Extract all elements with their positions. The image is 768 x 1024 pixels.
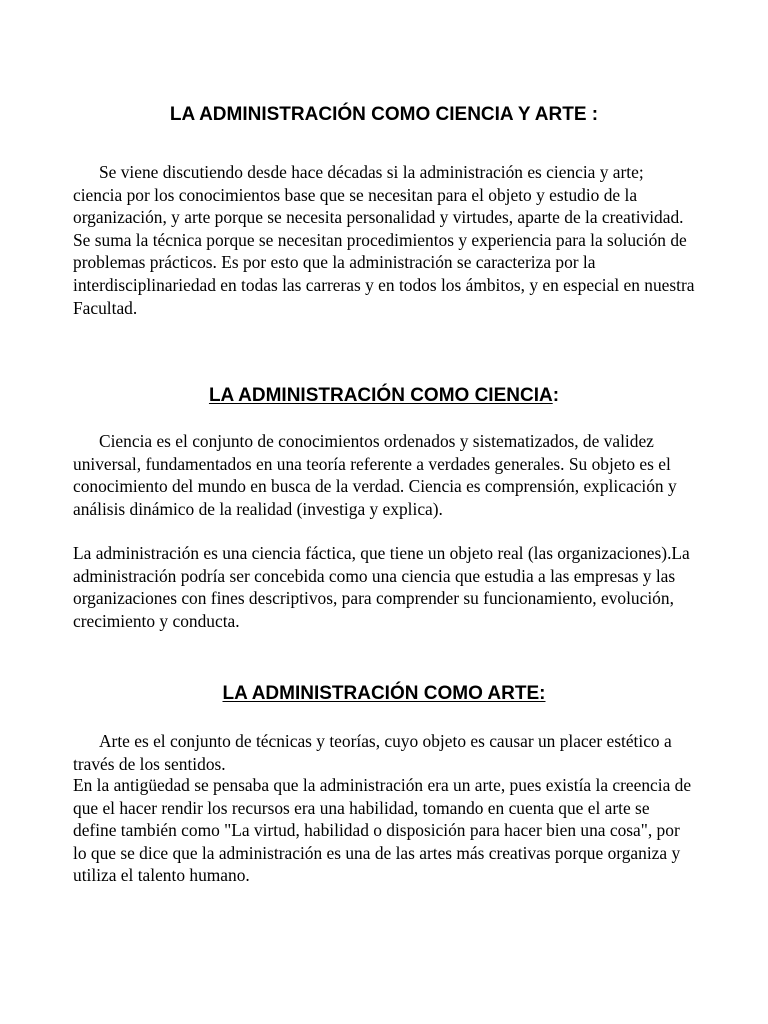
paragraph-ciencia-definition: Ciencia es el conjunto de conocimientos ordenados y sistematizados, de validez universal, fundamentados en una teoría referente a verdades generales. Su objeto es el conocimiento del mundo en busca de la verdad. Ciencia es comprensión, explicación y análisis dinámico de la realidad (investiga y explica). [73, 431, 677, 519]
section-heading-arte-text: LA ADMINISTRACIÓN COMO ARTE: [222, 683, 546, 704]
paragraph-arte-antiguedad: En la antigüedad se pensaba que la administración era un arte, pues existía la creencia de que el hacer rendir los recursos era una habilidad, tomando en cuenta que el arte se define también como "La virtud, habilidad o disposición para hacer bien una cosa", por lo que se dice que la administración es una de las artes más creativas porque organiza y utiliza el talento humano. [73, 775, 692, 886]
section-heading-ciencia-colon: : [552, 385, 560, 406]
paragraph-ciencia-y-arte: Se viene discutiendo desde hace décadas si la administración es ciencia y arte; ciencia por los conocimientos base que se necesitan para el objeto y estudio de la organización, y arte porque se necesita personalidad y virtudes, aparte de la creatividad. Se suma la técnica porque se necesitan procedimientos y experiencia para la solución de problemas prácticos. Es por esto que la administración se caracteriza por la interdisciplinariedad en todas las carreras y en todos los ámbitos, y en especial en nuestra Facultad. [73, 162, 695, 318]
paragraph-arte-definition: Arte es el conjunto de técnicas y teorías, cuyo objeto es causar un placer estético a través de los sentidos. [73, 731, 672, 774]
section-heading-arte [72, 682, 696, 706]
section-heading-ciencia-y-arte: LA ADMINISTRACIÓN COMO CIENCIA Y ARTE : [169, 104, 599, 125]
section-heading-ciencia [72, 384, 696, 408]
section-heading-ciencia-text: LA ADMINISTRACIÓN COMO CIENCIA [208, 385, 553, 406]
paragraph-ciencia-factica: La administración es una ciencia fáctica, que tiene un objeto real (las organizaciones).La administración podría ser concebida como una ciencia que estudia a las empresas y las organizaciones con fines descriptivos, para comprender su funcionamiento, evolución, crecimiento y conducta. [73, 543, 690, 631]
